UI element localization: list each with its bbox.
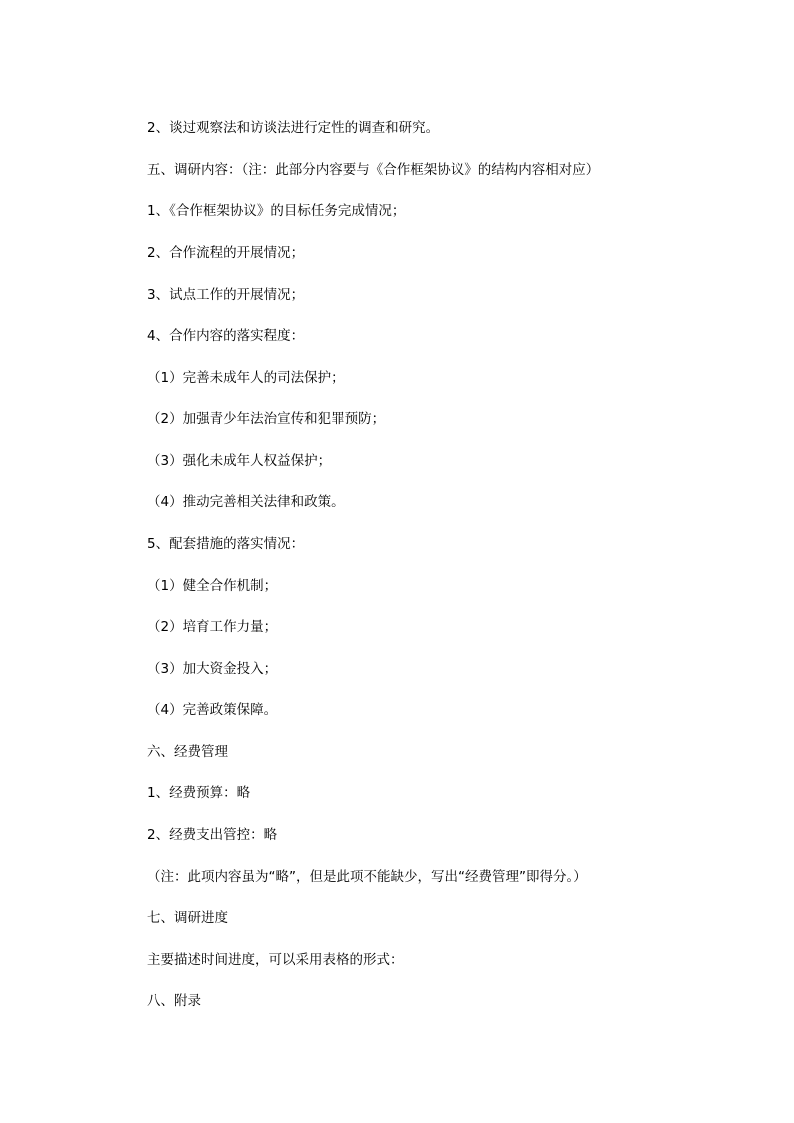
section-eight-heading: 八、附录 [147, 993, 201, 1009]
budget-note: （注：此项内容虽为“略”，但是此项不能缺少，写出“经费管理”即得分。） [147, 869, 587, 885]
section-seven-heading: 七、调研进度 [147, 910, 228, 926]
method-note-line: 2、谈过观察法和访谈法进行定性的调查和研究。 [147, 120, 440, 136]
content-item-5-sub-1: （1）健全合作机制； [147, 578, 278, 594]
content-item-4-sub-4: （4）推动完善相关法律和政策。 [147, 494, 345, 510]
content-item-5: 5、配套措施的落实情况： [147, 536, 305, 552]
content-item-4-sub-1: （1）完善未成年人的司法保护； [147, 370, 345, 386]
content-item-1: 1、《合作框架协议》的目标任务完成情况； [147, 203, 406, 219]
content-item-4-sub-3: （3）强化未成年人权益保护； [147, 453, 332, 469]
content-item-5-sub-2: （2）培育工作力量； [147, 619, 278, 635]
content-item-5-sub-4: （4）完善政策保障。 [147, 702, 278, 718]
budget-item-2: 2、经费支出管控：略 [147, 827, 278, 843]
section-five-heading: 五、调研内容：（注：此部分内容要与《合作框架协议》的结构内容相对应） [147, 162, 600, 178]
section-six-heading: 六、经费管理 [147, 744, 228, 760]
content-item-2: 2、合作流程的开展情况； [147, 245, 305, 261]
budget-item-1: 1、经费预算：略 [147, 785, 251, 801]
content-item-4-sub-2: （2）加强青少年法治宣传和犯罪预防； [147, 411, 386, 427]
content-item-4: 4、合作内容的落实程度： [147, 328, 305, 344]
content-item-3: 3、试点工作的开展情况； [147, 287, 305, 303]
schedule-description: 主要描述时间进度，可以采用表格的形式： [147, 952, 404, 968]
content-item-5-sub-3: （3）加大资金投入； [147, 661, 278, 677]
